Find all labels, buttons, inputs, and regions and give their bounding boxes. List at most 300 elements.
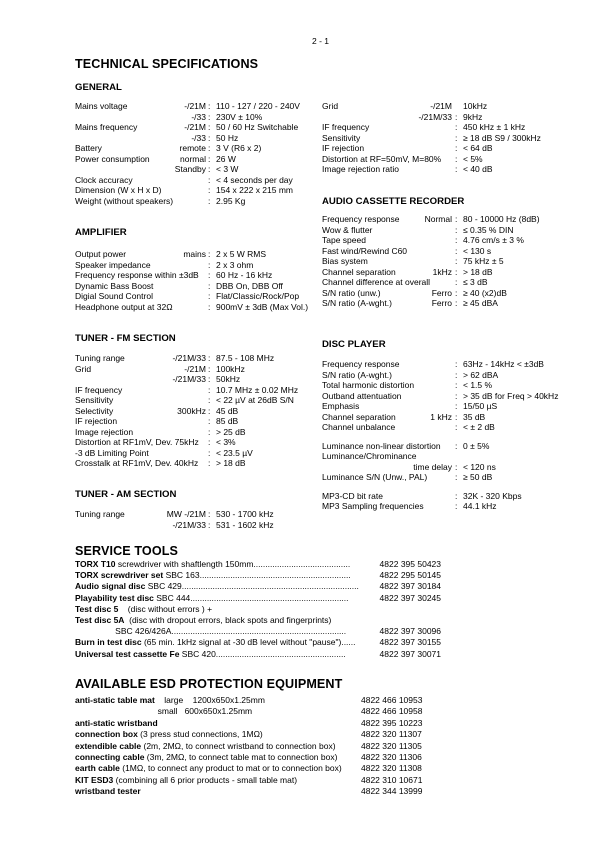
spec-value: ≤ 0.35 % DIN [463,224,514,235]
spec-label: Weight (without speakers) [75,195,174,206]
part-number: 4822 320 11308 [361,763,422,774]
spec-value: 15/50 µS [463,401,498,411]
spec-value: < 130 s [463,245,492,256]
spec-row [75,196,315,207]
spec-label: Sensitivity [75,395,114,405]
spec-label: Luminance S/N (Unw., PAL) [322,472,428,482]
spec-row [75,448,315,459]
spec-row [75,395,315,406]
spec-label: Outband attentuation [322,390,402,401]
spec-row [75,281,315,292]
spec-colon: : [455,153,458,164]
item-desc: (3m, 2MΩ, to connect table mat to connection box) [144,751,338,762]
spec-row [322,359,572,370]
item-desc: large 1200x650x1.25mm [154,695,265,705]
spec-colon: : [455,401,458,411]
spec-condition: Ferro [431,287,452,298]
spec-label: Bias system [322,256,368,266]
spec-value: 900mV ± 3dB (Max Vol.) [216,301,309,312]
spec-colon: : [208,132,211,143]
spec-label: Mains frequency [75,122,138,132]
part-number: 4822 320 11306 [361,751,422,762]
spec-colon: : [208,416,211,426]
spec-colon: : [455,256,458,266]
spec-row [322,225,572,236]
spec-colon: : [208,395,211,405]
spec-row [75,270,315,281]
spec-value: ≤ 3 dB [463,277,488,287]
spec-colon: : [208,259,211,270]
spec-row [75,143,315,154]
part-number: 4822 397 30071 [379,648,441,659]
spec-colon: : [208,447,211,458]
spec-condition: mains [183,249,206,259]
spec-label: S/N ratio (unw.) [322,287,381,298]
spec-value: 530 - 1700 kHz [216,509,274,519]
spec-value: 75 kHz ± 5 [463,256,504,266]
spec-row [322,391,572,402]
spec-label: Distortion at RF=50mV, M=80% [322,153,442,164]
spec-row [322,472,572,483]
spec-value: 154 x 222 x 215 mm [216,185,294,195]
spec-value: 10kHz [463,101,488,111]
spec-value: 10.7 MHz ± 0.02 MHz [216,384,299,395]
spec-colon: : [455,122,458,132]
spec-colon: : [455,369,458,380]
item-desc: SBC 420....................................................... [179,648,346,659]
spec-label: MP3 Sampling frequencies [322,501,424,511]
spec-value: > 18 dB [216,458,246,468]
spec-colon: : [208,509,211,519]
spec-label: IF rejection [75,416,118,426]
tool-item [75,637,441,648]
item-desc: (3 press stud connections, 1MΩ) [137,729,263,740]
spec-label: Fast wind/Rewind C60 [322,245,408,256]
spec-condition: time delay [413,461,452,472]
part-number: 4822 397 30155 [379,637,441,648]
spec-value: DBB On, DBB Off [216,280,283,291]
spec-label: Image rejection ratio [322,164,400,174]
spec-row [322,154,572,165]
spec-condition: -/21M/33 [172,374,206,384]
esd-item [75,729,475,740]
spec-colon: : [208,405,211,416]
spec-value: > 35 dB for Freq > 40kHz [463,390,559,401]
page-number: 2 - 1 [312,36,330,46]
spec-colon: : [455,143,458,153]
spec-row [75,437,315,448]
spec-row [75,416,315,427]
part-number: 4822 466 10958 [361,706,423,717]
spec-row [322,501,572,512]
spec-row [322,112,572,123]
spec-row [75,353,315,364]
spec-colon: : [455,266,458,277]
item-desc: (1MΩ, to connect any product to mat or to connection box) [119,763,342,774]
spec-label: Mains voltage [75,101,128,111]
spec-colon: : [455,298,458,308]
spec-label: Output power [75,249,127,259]
spec-value: Flat/Classic/Rock/Pop [216,291,300,301]
item-desc: SBC 429........................................................................... [145,581,359,592]
spec-value: > 25 dB [216,426,246,437]
spec-label: Wow & flutter [322,224,373,235]
item-name: wristband tester [75,786,141,797]
item-desc: (65 min. 1kHz signal at -30 dB level without "pause")...... [141,637,356,648]
general-heading: GENERAL [75,82,122,93]
spec-value: < 40 dB [463,164,493,174]
spec-label: Dimension (W x H x D) [75,185,162,195]
spec-value: 110 - 127 / 220 - 240V [216,101,300,111]
spec-colon: : [455,164,458,174]
item-desc: screwdriver with shaftlength 150mm......................................... [115,559,351,569]
service-tools-heading: SERVICE TOOLS [75,544,179,558]
spec-label: Frequency response [322,214,400,224]
spec-condition: Ferro [431,298,452,308]
spec-colon: : [208,195,211,206]
spec-value: 85 dB [216,416,239,426]
spec-value: 3 V (R6 x 2) [216,143,262,153]
spec-label: Selectivity [75,405,114,416]
fm-heading: TUNER - FM SECTION [75,333,176,344]
spec-row [75,520,315,531]
spec-condition: -/21M [184,101,206,111]
spec-colon: : [208,519,211,530]
spec-value: 9kHz [463,111,483,122]
item-name: Test disc 5A [75,614,125,625]
spec-colon: : [208,353,211,363]
spec-row [75,374,315,385]
spec-row [322,288,572,299]
spec-value: 44.1 kHz [463,501,497,511]
spec-value: 0 ± 5% [463,440,490,451]
spec-label: Sensitivity [322,132,361,143]
spec-colon: : [455,461,458,472]
esd-item [75,706,475,717]
spec-value: 531 - 1602 kHz [216,519,274,530]
spec-label: Luminance non-linear distortion [322,440,441,451]
spec-value: 4.76 cm/s ± 3 % [463,235,524,245]
spec-label: Frequency response within ±3dB [75,270,199,280]
spec-colon: : [208,101,211,111]
spec-label: Tuning range [75,509,125,519]
spec-row [322,164,572,175]
spec-label: Battery [75,143,102,153]
amplifier-heading: AMPLIFIER [75,227,127,238]
spec-colon: : [455,472,458,482]
fm-specs [75,353,315,469]
spec-colon: : [208,437,211,447]
spec-row [75,427,315,438]
esd-list [75,695,475,798]
spec-row [322,101,572,112]
spec-label: MP3-CD bit rate [322,490,383,501]
spec-condition: -/21M [430,101,452,111]
esd-item [75,718,475,729]
spec-value: 80 - 10000 Hz (8dB) [463,214,540,224]
spec-value: < 4 seconds per day [216,174,293,185]
spec-label: Channel separation [322,266,396,277]
spec-colon: : [208,426,211,437]
spec-label: IF frequency [322,122,370,132]
spec-label: Crosstalk at RF1mV, Dev. 40kHz [75,458,199,468]
esd-item [75,786,475,797]
spec-colon: : [455,490,458,501]
spec-value: 50kHz [216,374,241,384]
esd-item [75,741,475,752]
spec-label: Power consumption [75,153,150,164]
spec-value: < 22 µV at 26dB S/N [216,395,294,405]
spec-row [75,133,315,144]
spec-value: 26 W [216,153,236,164]
spec-colon: : [208,143,211,153]
part-number: 4822 397 30096 [379,626,441,637]
spec-label: Frequency response [322,359,400,369]
spec-row [75,260,315,271]
spec-row [75,154,315,165]
tool-item [75,581,441,592]
spec-value: 63Hz - 14kHz < ±3dB [463,359,544,369]
spec-label: Channel separation [322,411,396,422]
spec-colon: : [455,440,458,451]
item-desc: (disc without errors ) + [118,603,213,614]
spec-colon: : [455,411,458,422]
spec-row [322,441,572,452]
tool-item [75,559,441,570]
item-name: Burn in test disc [75,637,142,648]
spec-row [322,277,572,288]
spec-row [75,406,315,417]
spec-label: Total harmonic distortion [322,380,415,390]
item-name: connecting cable [75,751,145,762]
spec-row [322,462,572,473]
spec-value: ≥ 40 (x2)dB [463,287,507,298]
spec-condition: MW -/21M [166,509,206,519]
spec-condition: -/33 [191,132,206,143]
spec-label: IF rejection [322,143,365,153]
spec-colon: : [208,458,211,468]
spec-label: Distortion at RF1mV, Dev. 75kHz [75,437,199,447]
item-name: Audio signal disc [75,581,146,592]
spec-row [322,451,572,462]
spec-condition: remote [179,143,206,153]
general-specs [75,101,315,206]
spec-value: 60 Hz - 16 kHz [216,270,273,280]
spec-row [75,112,315,123]
spec-value: 32K - 320 Kbps [463,490,522,501]
spec-row [322,267,572,278]
spec-condition: -/33 [191,111,206,122]
spec-condition: -/21M [184,122,206,132]
part-number: 4822 320 11305 [361,740,422,751]
service-tools-list [75,559,441,660]
spec-colon: : [208,270,211,280]
esd-item [75,695,475,706]
spec-label: Grid [75,363,92,374]
spec-condition: -/21M [184,363,206,374]
spec-label: Image rejection [75,426,134,437]
spec-value: < 1.5 % [463,380,493,390]
spec-colon: : [208,291,211,301]
item-desc: SBC 444................................................................... [153,592,349,603]
spec-value: ≥ 50 dB [463,472,493,482]
tool-item [75,649,441,660]
item-name: Test disc 5 [75,603,119,614]
spec-colon: : [208,185,211,195]
spec-colon: : [208,249,211,259]
spec-label: S/N ratio (A-wght.) [322,369,392,380]
spec-condition: 1 kHz [430,411,452,422]
spec-colon: : [455,235,458,245]
spec-colon: : [455,132,458,143]
spec-colon: : [455,111,458,122]
cassette-specs [322,214,572,309]
spec-value: < 3 W [216,164,239,174]
spec-value: < 3% [216,437,236,447]
disc-player-heading: DISC PLAYER [322,339,386,350]
spec-value: < 23.5 µV [216,447,253,458]
esd-heading: AVAILABLE ESD PROTECTION EQUIPMENT [75,677,343,691]
item-name: anti-static table mat [75,695,155,705]
tool-item [75,626,441,637]
spec-row [322,380,572,391]
spec-colon: : [455,287,458,298]
spec-condition: 300kHz [177,405,206,416]
spec-row [322,214,572,225]
spec-value: < 5% [463,153,483,164]
spec-label: Digial Sound Control [75,291,153,301]
spec-label: -3 dB Limiting Point [75,447,149,458]
spec-colon: : [455,245,458,256]
spec-colon: : [208,122,211,132]
item-name: anti-static wristband [75,717,158,728]
disc-player-specs [322,359,572,512]
esd-item [75,763,475,774]
spec-label: Dynamic Bass Boost [75,280,154,291]
spec-colon: : [455,390,458,401]
spec-label: Clock accuracy [75,174,133,185]
spec-value: < 120 ns [463,461,496,472]
spec-label: S/N ratio (A-wght.) [322,298,392,308]
spec-condition: 1kHz [432,266,452,277]
part-number: 4822 397 30245 [379,592,441,603]
spec-row [75,101,315,112]
item-name: Universal test cassette Fe [75,648,180,659]
spec-colon: : [455,380,458,390]
item-desc: SBC 163................................................................ [163,570,351,581]
spec-colon: : [208,384,211,395]
spec-value: 2.95 Kg [216,195,246,206]
spec-condition: Normal [424,214,452,224]
spec-colon: : [208,153,211,164]
spec-row [75,302,315,313]
tool-item [75,615,441,626]
spec-value: 87.5 - 108 MHz [216,353,275,363]
spec-value: 230V ± 10% [216,111,263,122]
part-number: 4822 320 11307 [361,729,422,740]
item-name: connection box [75,729,138,740]
spec-value: < 64 dB [463,143,493,153]
spec-colon: : [208,301,211,312]
item-desc: (2m, 2MΩ, to connect wristband to connection box) [141,740,336,751]
spec-colon: : [208,164,211,174]
item-desc: small 600x650x1.25mm [75,706,253,717]
spec-colon: : [455,501,458,511]
spec-label: Headphone output at 32Ω [75,301,173,312]
item-name: TORX screwdriver set [75,570,164,581]
spec-value: 2 x 3 ohm [216,259,254,270]
spec-value: ≥ 18 dB S9 / 300kHz [463,132,541,143]
spec-row [322,143,572,154]
part-number: 4822 397 30184 [379,581,441,592]
spec-row [75,385,315,396]
spec-value: 35 dB [463,411,486,422]
spec-value: < ± 2 dB [463,422,495,432]
spec-value: 2 x 5 W RMS [216,249,267,259]
item-name: extendible cable [75,740,142,751]
spec-label: Tuning range [75,353,125,363]
spec-row [322,401,572,412]
spec-value: 45 dB [216,405,239,416]
spec-condition: -/21M/33 [172,519,206,530]
spec-row [75,185,315,196]
tool-item [75,593,441,604]
spec-row [322,298,572,309]
spec-label: Luminance/Chrominance [322,451,417,461]
spec-row [322,422,572,433]
part-number: 4822 395 50423 [379,559,441,569]
esd-item [75,752,475,763]
spec-value: 450 kHz ± 1 kHz [463,122,526,132]
tool-item [75,570,441,581]
spec-row [75,164,315,175]
spec-condition: normal [180,153,206,164]
spec-row [322,491,572,502]
part-number: 4822 466 10953 [361,695,423,705]
part-number: 4822 344 13999 [361,786,423,797]
am-specs [75,509,315,530]
spec-row [75,291,315,302]
spec-row [322,122,572,133]
spec-row [322,370,572,381]
spec-row [75,509,315,520]
spec-row [322,412,572,423]
part-number: 4822 295 50145 [379,570,441,581]
spec-colon: : [455,359,458,369]
spec-colon: : [208,363,211,374]
page-title: TECHNICAL SPECIFICATIONS [75,57,259,71]
spec-value: > 18 dB [463,266,493,277]
spec-row [322,246,572,257]
spec-label: IF frequency [75,384,123,395]
spec-row [322,433,572,441]
item-name: earth cable [75,763,120,774]
spec-label: Grid [322,101,339,111]
spec-label: Emphasis [322,401,360,411]
item-desc: SBC 426/426A.......................................................................... [75,626,347,637]
spec-row [75,364,315,375]
spec-value: 100kHz [216,363,245,374]
item-name: TORX T10 [75,559,116,569]
spec-colon: : [455,224,458,235]
spec-condition: Standby [174,164,206,174]
spec-row [322,133,572,144]
spec-colon: : [455,277,458,287]
item-desc: (disc with dropout errors, black spots and fingerprints) [124,614,332,625]
spec-colon: : [208,280,211,291]
spec-row [75,249,315,260]
tool-item [75,604,441,615]
